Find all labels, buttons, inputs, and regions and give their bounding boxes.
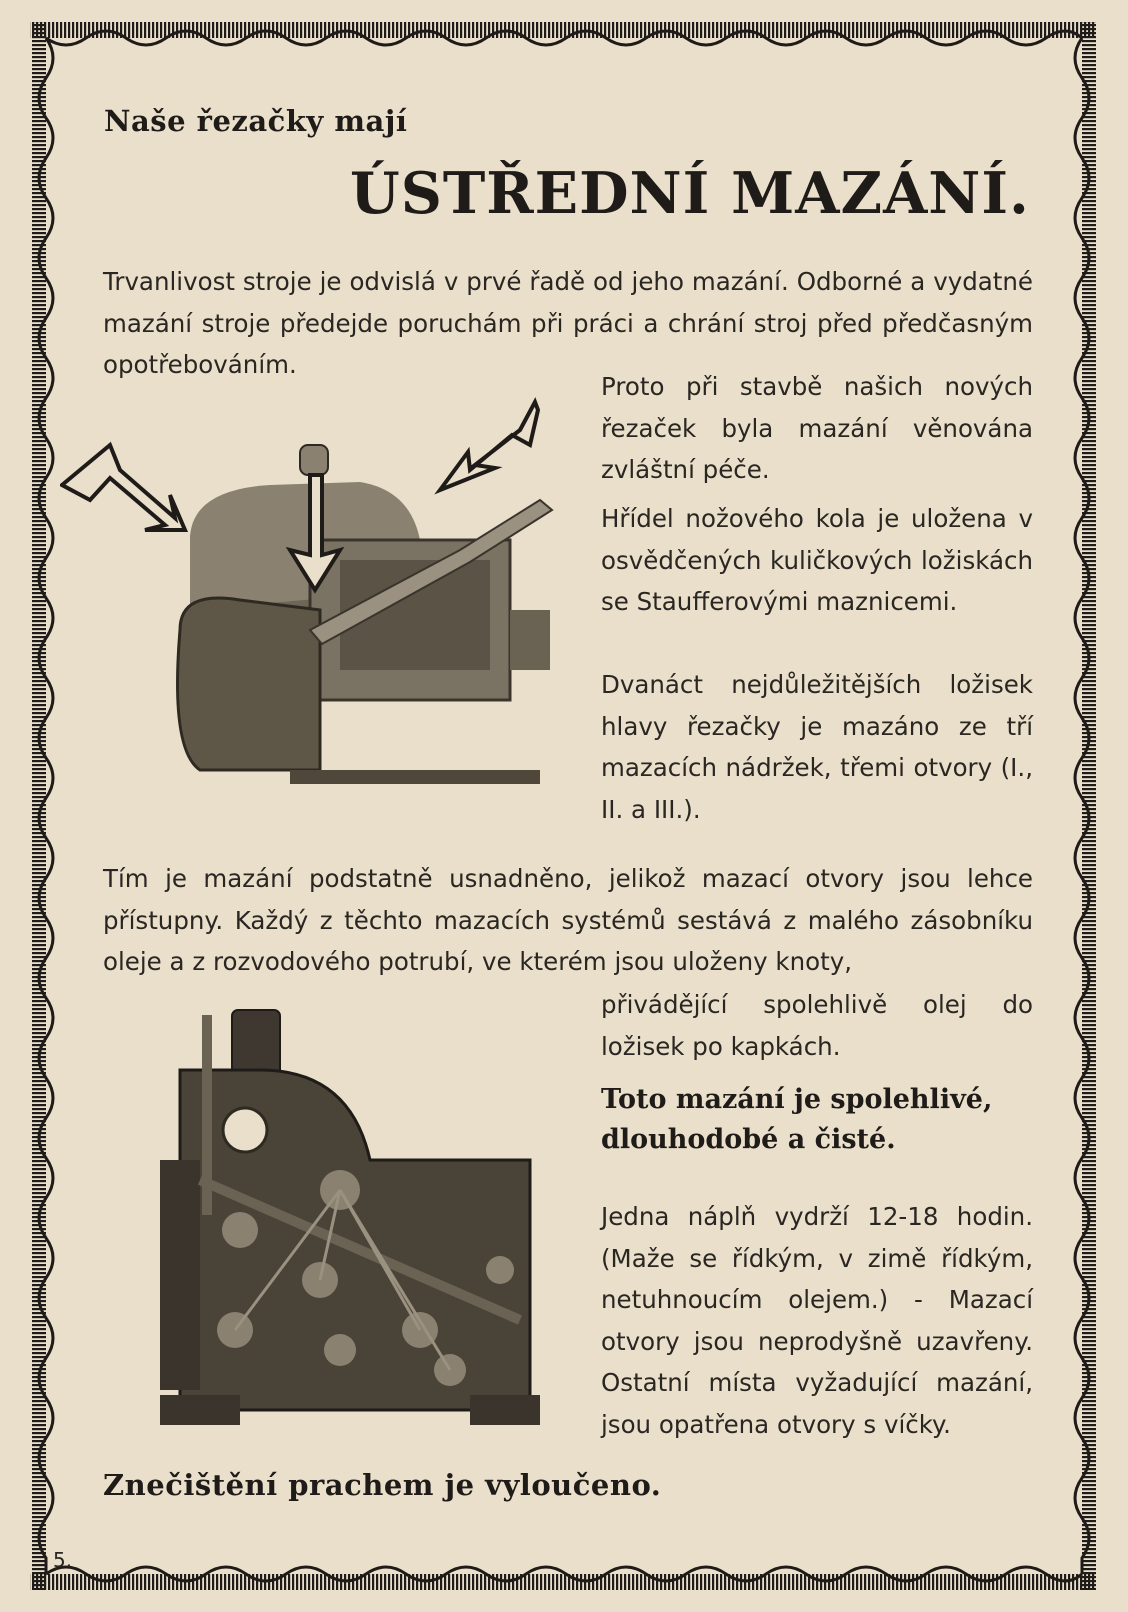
- right-paragraph-2: Hřídel nožového kola je uložena v osvědčených kuličkových ložiskách se Staufferovými maznicemi.: [601, 504, 1033, 616]
- right-paragraph-1: Proto při stavbě našich nových řezaček byla mazání věnována zvláštní péče.: [601, 372, 1033, 484]
- machine-with-arrows-photo: [60, 390, 580, 820]
- details-paragraph: Jedna náplň vydrží 12-18 hodin. (Maže se řídkým, v zimě řídkým, netuhnoucím olejem.) - Mazací otvory jsou neprodyšně uzavřeny. Ostatní místa vyžadující mazání, jsou opatřena otvory s víčky.: [601, 1202, 1033, 1439]
- middle-paragraph: Tím je mazání podstatně usnadněno, jelikož mazací otvory jsou lehce přístupny. Každý z těchto mazacích systémů sestává z malého zásobníku oleje a z rozvodového potrubí, ve kterém jsou uloženy knoty,: [103, 864, 1033, 976]
- footer-slogan: Znečištění prachem je vyloučeno.: [103, 1468, 662, 1502]
- right-paragraph-3: Dvanáct nejdůležitějších ložisek hlavy řezačky je mazáno ze tří mazacích nádržek, třemi otvory (I., II. a III.).: [601, 670, 1033, 824]
- kicker-heading: Naše řezačky mají: [104, 104, 408, 138]
- middle-continuation: přivádějící spolehlivě olej do ložisek po kapkách.: [601, 990, 1033, 1061]
- page-number: 5.: [53, 1548, 73, 1572]
- callout-heading: Toto mazání je spolehlivé, dlouhodobé a čisté.: [601, 1084, 993, 1155]
- page-title: ÚSTŘEDNÍ MAZÁNÍ.: [350, 160, 1030, 227]
- gear-housing-photo: [140, 1000, 560, 1440]
- intro-paragraph: Trvanlivost stroje je odvislá v prvé řadě od jeho mazání. Odborné a vydatné mazání stroje předejde poruchám při práci a chrání stroj před předčasným opotřebováním.: [103, 267, 1033, 379]
